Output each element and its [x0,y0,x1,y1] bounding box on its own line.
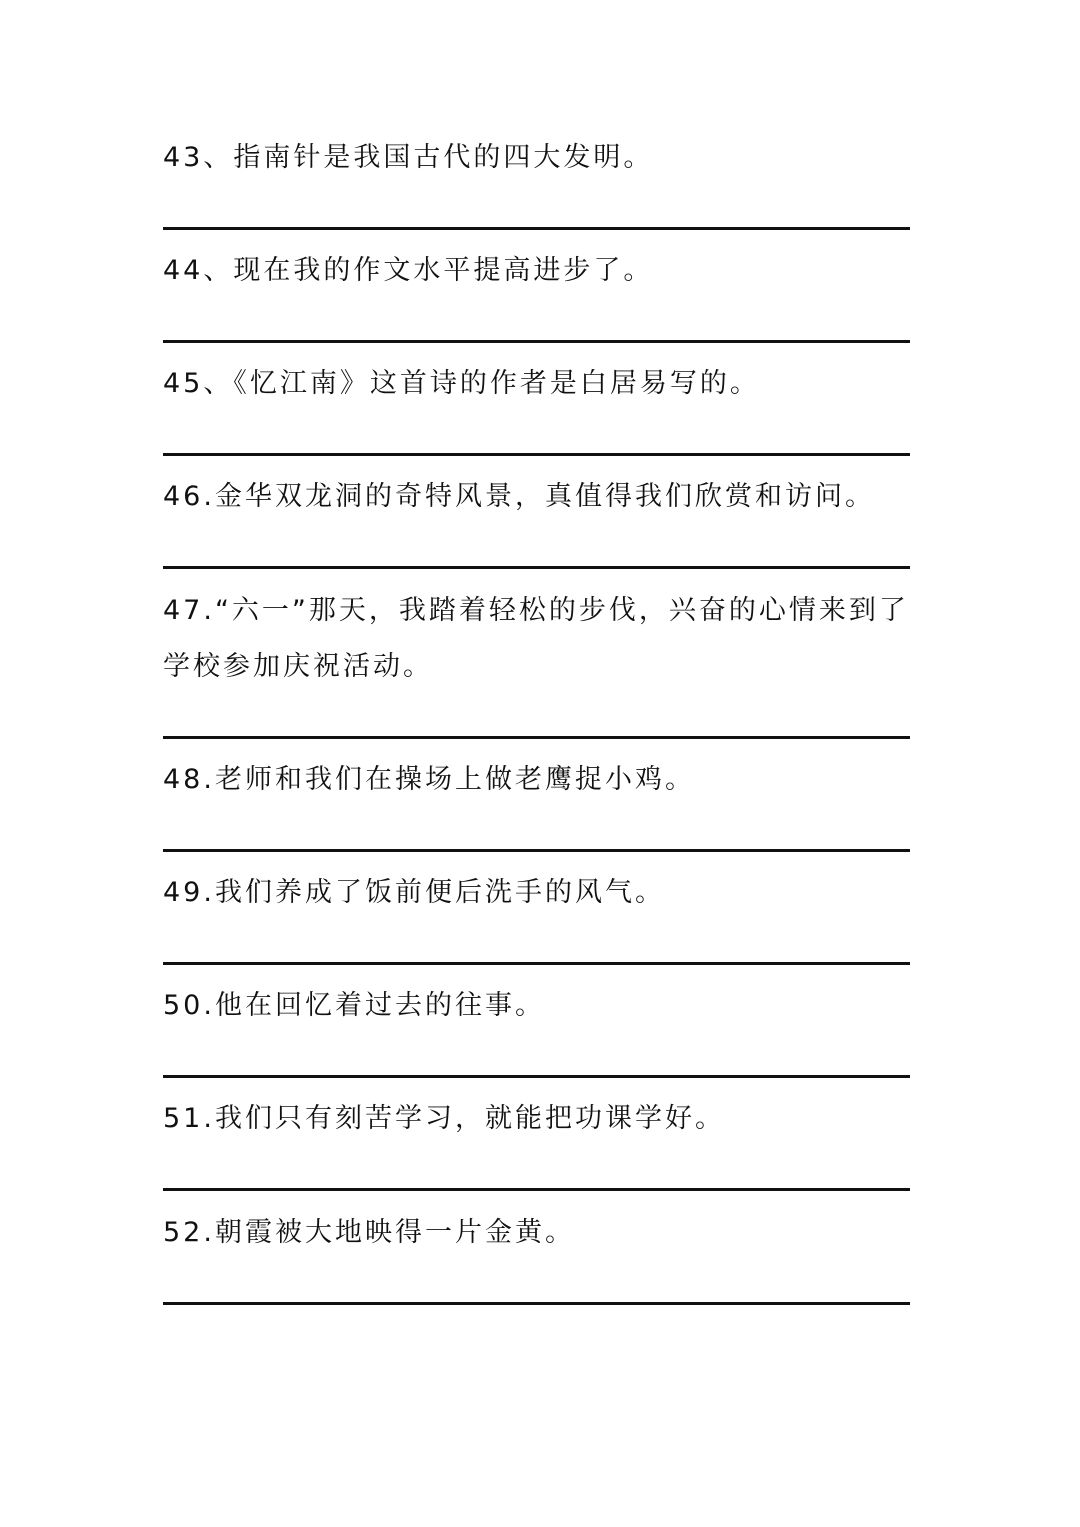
question-44: 44、现在我的作文水平提高进步了。 [163,255,654,286]
question-50: 50.他在回忆着过去的往事。 [163,990,545,1021]
question-47: 47.“六一”那天，我踏着轻松的步伐，兴奋的心情来到了学校参加庆祝活动。 [163,595,909,682]
question-43: 43、指南针是我国古代的四大发明。 [163,142,654,173]
answer-line-45[interactable] [163,453,910,456]
answer-line-49[interactable] [163,962,910,965]
question-52: 52.朝霞被大地映得一片金黄。 [163,1217,575,1248]
answer-line-46[interactable] [163,566,910,569]
question-51: 51.我们只有刻苦学习，就能把功课学好。 [163,1103,725,1134]
answer-line-43[interactable] [163,227,910,230]
question-45: 45、《忆江南》这首诗的作者是白居易写的。 [163,368,760,399]
answer-line-51[interactable] [163,1188,910,1191]
answer-line-50[interactable] [163,1075,910,1078]
question-48: 48.老师和我们在操场上做老鹰捉小鸡。 [163,764,695,795]
question-49: 49.我们养成了饭前便后洗手的风气。 [163,877,665,908]
question-46: 46.金华双龙洞的奇特风景，真值得我们欣赏和访问。 [163,481,875,512]
answer-line-44[interactable] [163,340,910,343]
answer-line-48[interactable] [163,849,910,852]
answer-line-47[interactable] [163,736,910,739]
answer-line-52[interactable] [163,1302,910,1305]
